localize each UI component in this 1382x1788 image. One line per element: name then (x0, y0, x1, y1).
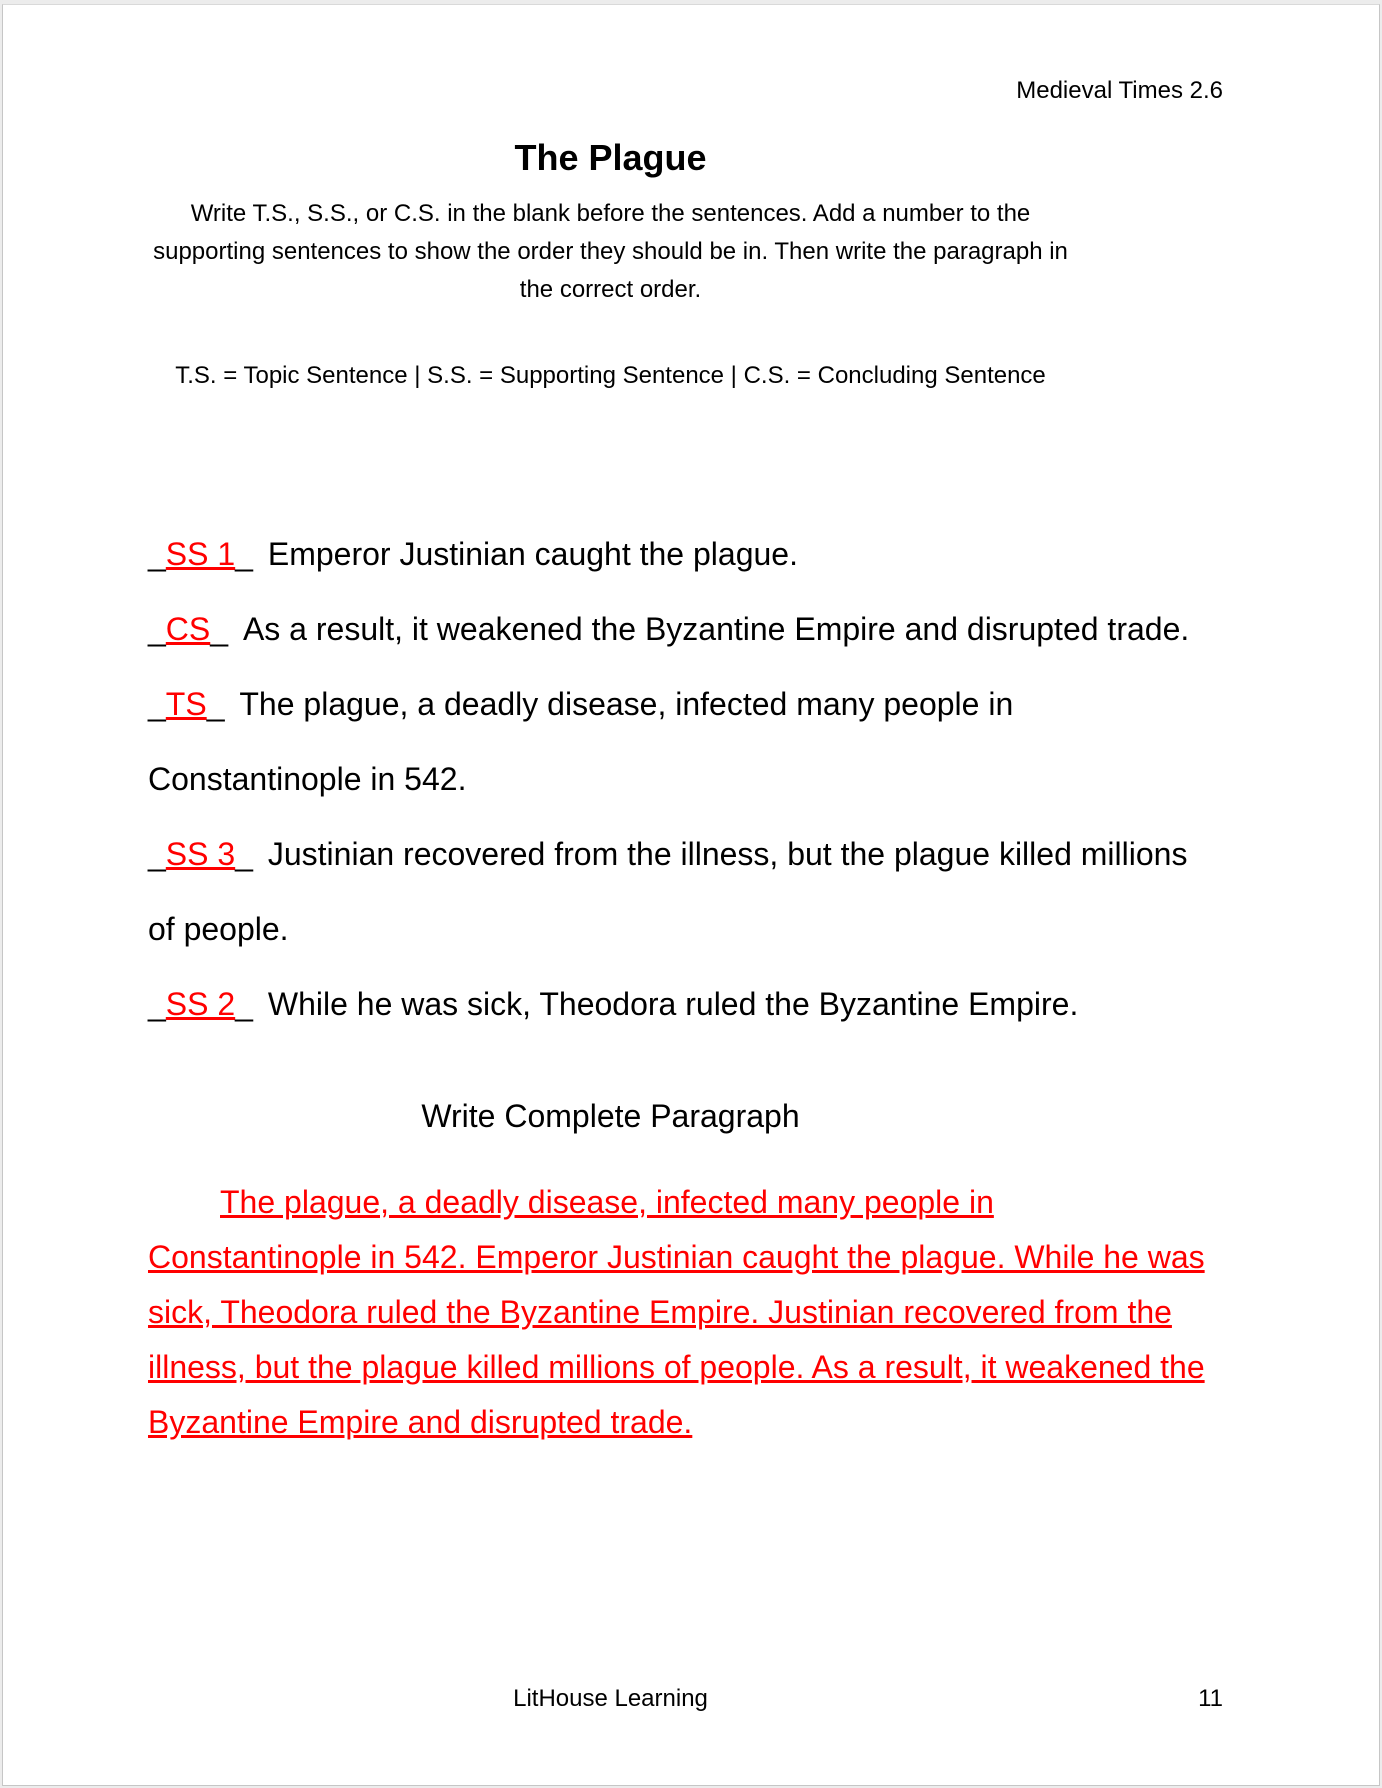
sentence-text: The plague, a deadly disease, infected many people in (239, 686, 1014, 722)
sentence-row-ss1 (148, 517, 1243, 592)
paragraph-line (148, 1230, 1243, 1285)
section-heading: Write Complete Paragraph (421, 1098, 800, 1134)
blank-underscore: _ (148, 836, 166, 872)
sentence-row-ss2 (148, 967, 1243, 1042)
paragraph-line-text: The plague, a deadly disease, infected many people in (220, 1184, 994, 1220)
sentence-row-ss3 (148, 817, 1243, 892)
worksheet-page (2, 4, 1380, 1786)
footer-brand: LitHouse Learning (513, 1685, 708, 1712)
blank-underscore: _ (148, 536, 166, 572)
sentence-row-ts-continuation (148, 742, 1243, 817)
sentence-list (148, 517, 1243, 1042)
sentence-text: Justinian recovered from the illness, but the plague killed millions (267, 836, 1188, 872)
paragraph-line-text: illness, but the plague killed millions of people. As a result, it weakened the (148, 1349, 1205, 1385)
sentence-text: While he was sick, Theodora ruled the Byzantine Empire. (267, 986, 1079, 1022)
answer-label-ss3: SS 3 (165, 836, 236, 872)
document-header-label: Medieval Times 2.6 (1016, 77, 1223, 104)
sentence-row-cs (148, 592, 1243, 667)
paragraph-line (148, 1340, 1243, 1395)
worksheet-title: The Plague (514, 137, 707, 178)
paragraph-line (148, 1175, 1243, 1230)
answer-label-ts: TS (165, 686, 207, 722)
footer-page-number: 11 (1198, 1685, 1223, 1712)
sentence-text: Emperor Justinian caught the plague. (267, 536, 798, 572)
blank-underscore: _ (148, 686, 166, 722)
blank-underscore: _ (235, 536, 253, 572)
sentence-row-ts (148, 667, 1243, 742)
paragraph-line-text: sick, Theodora ruled the Byzantine Empire. Justinian recovered from the (148, 1294, 1172, 1330)
abbreviation-legend: T.S. = Topic Sentence | S.S. = Supporting Sentence | C.S. = Concluding Sentence (175, 362, 1046, 389)
answer-label-cs: CS (165, 611, 211, 647)
blank-underscore: _ (210, 611, 229, 647)
answer-label-ss1: SS 1 (165, 536, 236, 572)
instructions-text: Write T.S., S.S., or C.S. in the blank before the sentences. Add a number to the supporting sentences to show the order they should be in. Then write the paragraph in the correct order. (153, 200, 1068, 303)
answer-label-ss2: SS 2 (165, 986, 236, 1022)
paragraph-line (148, 1395, 1243, 1450)
blank-underscore: _ (206, 686, 225, 722)
paragraph-line-text: Constantinople in 542. Emperor Justinian caught the plague. While he was (148, 1239, 1205, 1275)
paragraph-line-text: Byzantine Empire and disrupted trade. (148, 1404, 693, 1440)
blank-underscore: _ (235, 986, 253, 1022)
blank-underscore: _ (148, 611, 166, 647)
sentence-continuation-text: of people. (148, 911, 289, 947)
blank-underscore: _ (148, 986, 166, 1022)
sentence-continuation-text: Constantinople in 542. (148, 761, 467, 797)
written-paragraph (148, 1175, 1243, 1450)
blank-underscore: _ (235, 836, 253, 872)
sentence-row-ss3-continuation (148, 892, 1243, 967)
paragraph-line (148, 1285, 1243, 1340)
sentence-text: As a result, it weakened the Byzantine Empire and disrupted trade. (242, 611, 1190, 647)
